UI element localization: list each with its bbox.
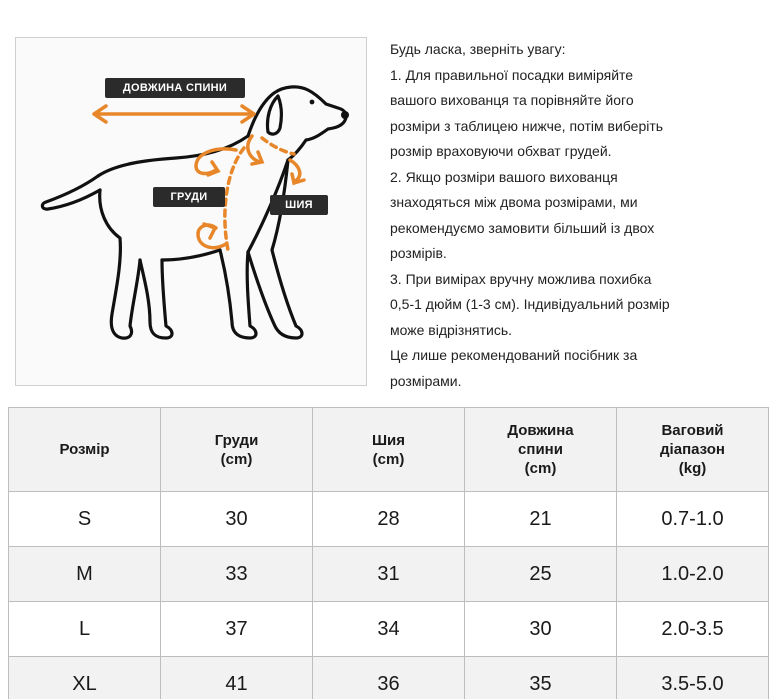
cell-size: XL bbox=[9, 657, 161, 699]
cell-chest: 41 bbox=[161, 657, 313, 699]
cell-back-length: 30 bbox=[465, 602, 617, 657]
header-chest: Груди (cm) bbox=[161, 408, 313, 492]
notes-line: розміри з таблицею нижче, потім виберіть bbox=[390, 117, 664, 134]
cell-back-length: 21 bbox=[465, 492, 617, 547]
cell-neck: 34 bbox=[313, 602, 465, 657]
notes-line: може відрізнятись. bbox=[390, 321, 513, 338]
header-size: Розмір bbox=[9, 408, 161, 492]
cell-chest: 30 bbox=[161, 492, 313, 547]
back-length-label: ДОВЖИНА СПИНИ bbox=[105, 78, 245, 98]
cell-chest: 33 bbox=[161, 547, 313, 602]
cell-back-length: 35 bbox=[465, 657, 617, 699]
cell-size: S bbox=[9, 492, 161, 547]
notes-line: розмірами. bbox=[390, 372, 462, 389]
cell-weight: 0.7-1.0 bbox=[617, 492, 769, 547]
notes-line: 0,5-1 дюйм (1-3 см). Індивідуальний розмір bbox=[390, 296, 670, 312]
notes-line: вашого вихованця та порівняйте його bbox=[390, 92, 634, 108]
cell-size: L bbox=[9, 602, 161, 657]
notes-line: Будь ласка, зверніть увагу: bbox=[390, 41, 566, 57]
notes-line: 2. Якщо розміри вашого вихованця bbox=[390, 168, 618, 185]
cell-neck: 36 bbox=[313, 657, 465, 699]
cell-size: M bbox=[9, 547, 161, 602]
sizing-notes bbox=[390, 37, 776, 394]
cell-weight: 1.0-2.0 bbox=[617, 547, 769, 602]
table-row bbox=[9, 602, 769, 657]
notes-line: 1. Для правильної посадки виміряйте bbox=[390, 66, 634, 83]
header-back-length: Довжина спини (cm) bbox=[465, 408, 617, 492]
cell-weight: 2.0-3.5 bbox=[617, 602, 769, 657]
table-header-row bbox=[9, 408, 769, 492]
notes-line: 3. При вимірах вручну можлива похибка bbox=[390, 270, 652, 287]
neck-label: ШИЯ bbox=[270, 195, 328, 215]
notes-line: розмірів. bbox=[390, 245, 447, 261]
notes-line: рекомендуємо замовити більший із двох bbox=[390, 219, 655, 236]
cell-neck: 31 bbox=[313, 547, 465, 602]
notes-line: Це лише рекомендований посібник за bbox=[390, 347, 638, 363]
header-neck: Шия (cm) bbox=[313, 408, 465, 492]
table-row bbox=[9, 492, 769, 547]
cell-back-length: 25 bbox=[465, 547, 617, 602]
header-weight-range: Ваговий діапазон (kg) bbox=[617, 408, 769, 492]
notes-line: розмір враховуючи обхват грудей. bbox=[390, 143, 612, 159]
cell-weight: 3.5-5.0 bbox=[617, 657, 769, 699]
dog-measurement-diagram bbox=[15, 37, 367, 386]
cell-chest: 37 bbox=[161, 602, 313, 657]
notes-line: знаходяться між двома розмірами, ми bbox=[390, 194, 638, 210]
table-row bbox=[9, 547, 769, 602]
table-row bbox=[9, 657, 769, 699]
cell-neck: 28 bbox=[313, 492, 465, 547]
size-table bbox=[8, 407, 769, 699]
chest-label: ГРУДИ bbox=[153, 187, 225, 207]
